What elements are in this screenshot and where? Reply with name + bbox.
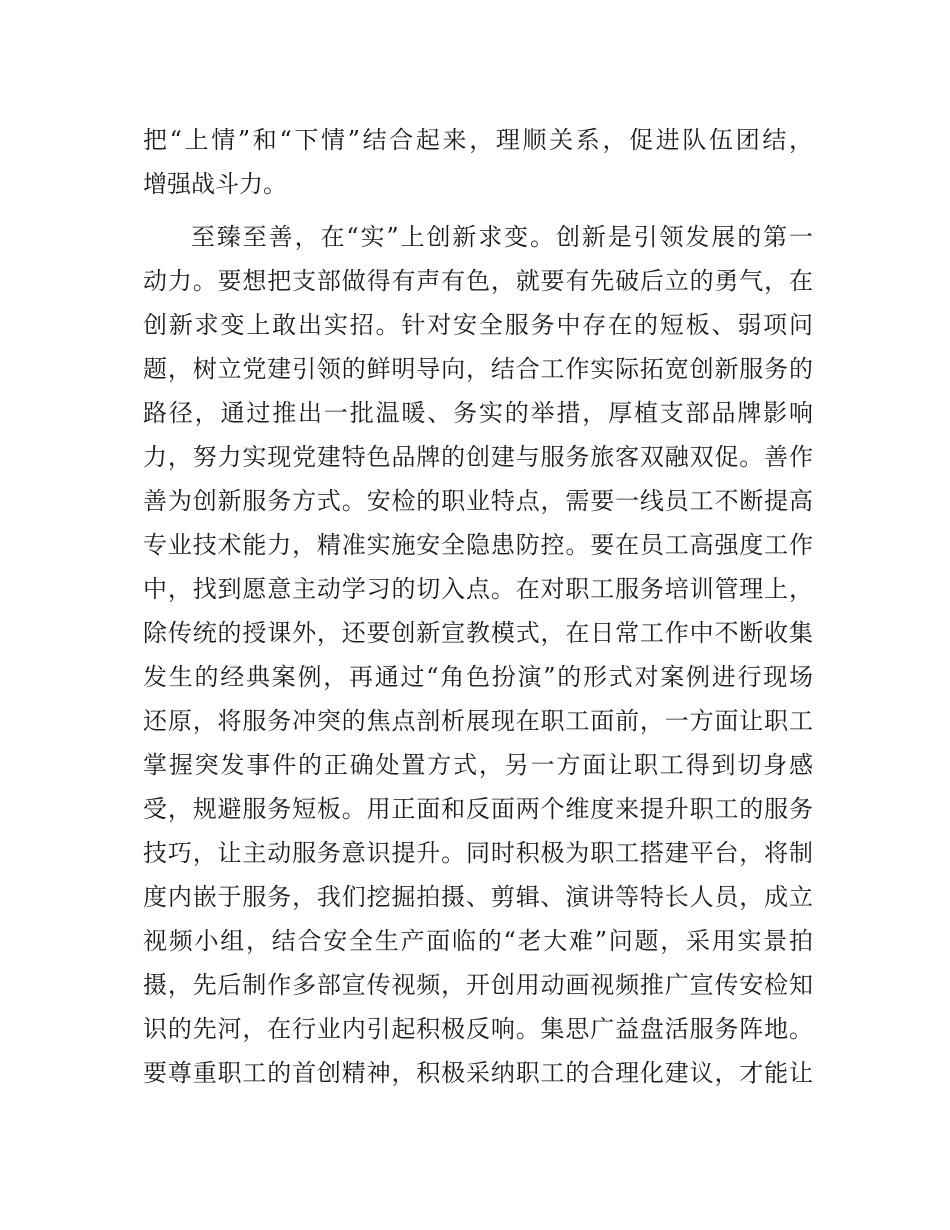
text-line: 视频小组，结合安全生产面临的“老大难”问题，采用实景拍 bbox=[143, 927, 813, 955]
text-line: 中，找到愿意主动学习的切入点。在对职工服务培训管理上， bbox=[143, 575, 813, 603]
text-line: 把“上情”和“下情”结合起来，理顺关系，促进队伍团结， bbox=[143, 126, 813, 154]
text-line: 路径，通过推出一批温暖、务实的举措，厚植支部品牌影响 bbox=[143, 399, 813, 427]
text-line: 技巧，让主动服务意识提升。同时积极为职工搭建平台，将制 bbox=[143, 839, 813, 867]
text-line: 善为创新服务方式。安检的职业特点，需要一线员工不断提高 bbox=[143, 487, 813, 515]
text-line: 增强战斗力。 bbox=[143, 170, 287, 198]
text-line: 题，树立党建引领的鲜明导向，结合工作实际拓宽创新服务的 bbox=[143, 355, 813, 383]
text-line: 动力。要想把支部做得有声有色，就要有先破后立的勇气，在 bbox=[143, 267, 813, 295]
text-line: 创新求变上敢出实招。针对安全服务中存在的短板、弱项问 bbox=[143, 311, 813, 339]
text-line: 还原，将服务冲突的焦点剖析展现在职工面前，一方面让职工 bbox=[143, 707, 813, 735]
text-line: 力，努力实现党建特色品牌的创建与服务旅客双融双促。善作 bbox=[143, 443, 813, 471]
text-line: 要尊重职工的首创精神，积极采纳职工的合理化建议，才能让 bbox=[143, 1059, 813, 1087]
text-line: 专业技术能力，精准实施安全隐患防控。要在员工高强度工作 bbox=[143, 531, 813, 559]
text-line: 摄，先后制作多部宣传视频，开创用动画视频推广宣传安检知 bbox=[143, 971, 813, 999]
text-line: 度内嵌于服务，我们挖掘拍摄、剪辑、演讲等特长人员，成立 bbox=[143, 883, 813, 911]
text-line: 掌握突发事件的正确处置方式，另一方面让职工得到切身感 bbox=[143, 751, 813, 779]
text-line: 识的先河，在行业内引起积极反响。集思广益盘活服务阵地。 bbox=[143, 1015, 813, 1043]
text-line: 发生的经典案例，再通过“角色扮演”的形式对案例进行现场 bbox=[143, 663, 813, 691]
text-line: 除传统的授课外，还要创新宣教模式，在日常工作中不断收集 bbox=[143, 619, 813, 647]
paragraph-first-line: 至臻至善，在“实”上创新求变。创新是引领发展的第一 bbox=[191, 223, 813, 251]
text-line: 受，规避服务短板。用正面和反面两个维度来提升职工的服务 bbox=[143, 795, 813, 823]
